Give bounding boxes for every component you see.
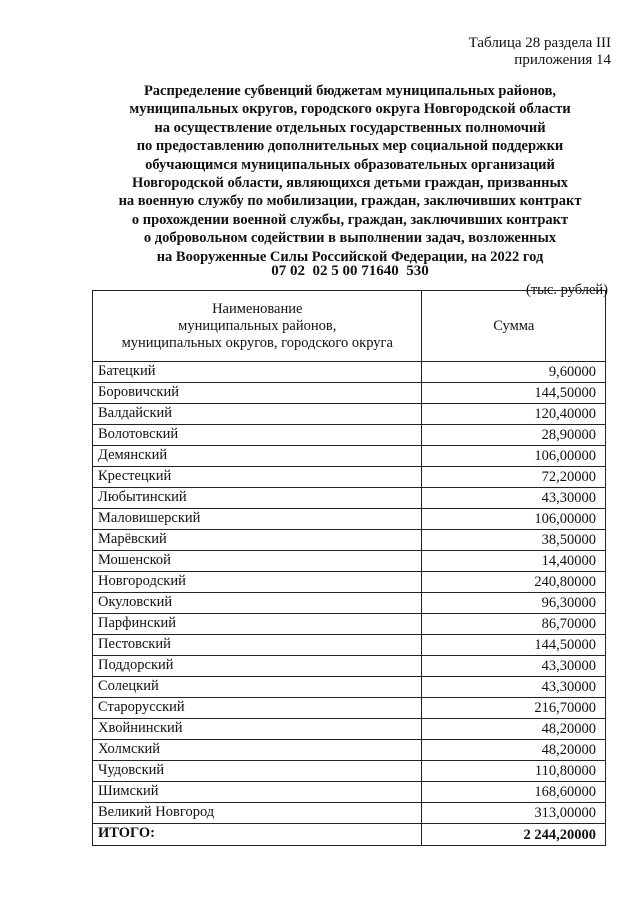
district-name: Хвойнинский [93,719,422,740]
table-reference-line-1: Таблица 28 раздела III [468,35,611,51]
district-sum: 43,30000 [422,656,606,677]
table-row [93,551,606,572]
title-line: по предоставлению дополнительных мер социальной поддержки [136,138,564,155]
title-line: Новгородской области, являющихся детьми граждан, призванных [131,175,569,192]
table-row [93,719,606,740]
table-row [93,572,606,593]
table-row [93,698,606,719]
header-name-line: муниципальных районов, [178,317,337,334]
table-row [93,467,606,488]
district-sum: 216,70000 [422,698,606,719]
district-name: Старорусский [93,698,422,719]
district-name: Парфинский [93,614,422,635]
district-name: Валдайский [93,404,422,425]
district-sum: 144,50000 [422,383,606,404]
table-total-row [93,824,606,846]
district-sum: 240,80000 [422,572,606,593]
district-sum: 96,30000 [422,593,606,614]
district-sum: 43,30000 [422,677,606,698]
district-name: Шимский [93,782,422,803]
district-sum: 72,20000 [422,467,606,488]
district-name: Мошенской [93,551,422,572]
district-sum: 38,50000 [422,530,606,551]
district-sum: 48,20000 [422,740,606,761]
district-sum: 9,60000 [422,362,606,383]
table-header-row [93,291,606,362]
table-row [93,362,606,383]
district-sum: 106,00000 [422,446,606,467]
district-name: Крестецкий [93,467,422,488]
district-sum: 43,30000 [422,488,606,509]
table-row [93,509,606,530]
table-row [93,740,606,761]
district-sum: 144,50000 [422,635,606,656]
table-row [93,488,606,509]
table-row [93,425,606,446]
title-line: обучающимся муниципальных образовательных организаций [145,156,555,173]
table-row [93,530,606,551]
district-name: Маловишерский [93,509,422,530]
district-name: Окуловский [93,593,422,614]
district-sum: 110,80000 [422,761,606,782]
district-name: Волотовский [93,425,422,446]
title-line: о прохождении военной службы, граждан, заключивших контракт [131,211,569,228]
title-line: на военную службу по мобилизации, граждан, заключивших контракт [118,193,582,210]
title-line: Распределение субвенций бюджетам муниципальных районов, [143,83,557,99]
budget-classification-code: 07 02 02 5 00 71640 530 [271,263,429,279]
table-row [93,656,606,677]
table-row [93,677,606,698]
subsidy-distribution-table [92,290,606,846]
district-sum: 28,90000 [422,425,606,446]
district-name: Батецкий [93,362,422,383]
district-sum: 14,40000 [422,551,606,572]
district-sum: 86,70000 [422,614,606,635]
district-sum: 313,00000 [422,803,606,824]
units-label: (тыс. рублей) [526,282,608,298]
header-name-line: муниципальных округов, городского округа [121,334,393,351]
header-sum-column: Сумма [422,291,606,362]
district-name: Пестовский [93,635,422,656]
district-sum: 168,60000 [422,782,606,803]
title-line: на Вооруженные Силы Российской Федерации, на 2022 год [156,248,544,265]
table-row [93,593,606,614]
title-line: о добровольном содействии в выполнении задач, возложенных [143,230,557,247]
district-sum: 120,40000 [422,404,606,425]
district-name: Холмский [93,740,422,761]
header-name-column [93,291,422,362]
table-row [93,614,606,635]
district-name: Боровичский [93,383,422,404]
district-sum: 48,20000 [422,719,606,740]
table-row [93,446,606,467]
table-row [93,383,606,404]
district-name: Поддорский [93,656,422,677]
table-row [93,761,606,782]
district-name: Любытинский [93,488,422,509]
district-name: Чудовский [93,761,422,782]
table-row [93,803,606,824]
district-name: Великий Новгород [93,803,422,824]
district-sum: 106,00000 [422,509,606,530]
table-row [93,782,606,803]
title-line: муниципальных округов, городского округа Новгородской области [129,101,571,118]
district-name: Демянский [93,446,422,467]
table-reference [469,35,611,69]
table-row [93,635,606,656]
district-name: Солецкий [93,677,422,698]
document-title [100,82,600,266]
total-label: ИТОГО: [93,824,422,846]
table-reference-line-2: приложения 14 [514,52,611,68]
district-name: Марёвский [93,530,422,551]
district-name: Новгородский [93,572,422,593]
total-sum: 2 244,20000 [422,824,606,846]
title-line: на осуществление отдельных государственных полномочий [154,119,546,136]
header-name-line: Наименование [212,300,303,317]
table-row [93,404,606,425]
